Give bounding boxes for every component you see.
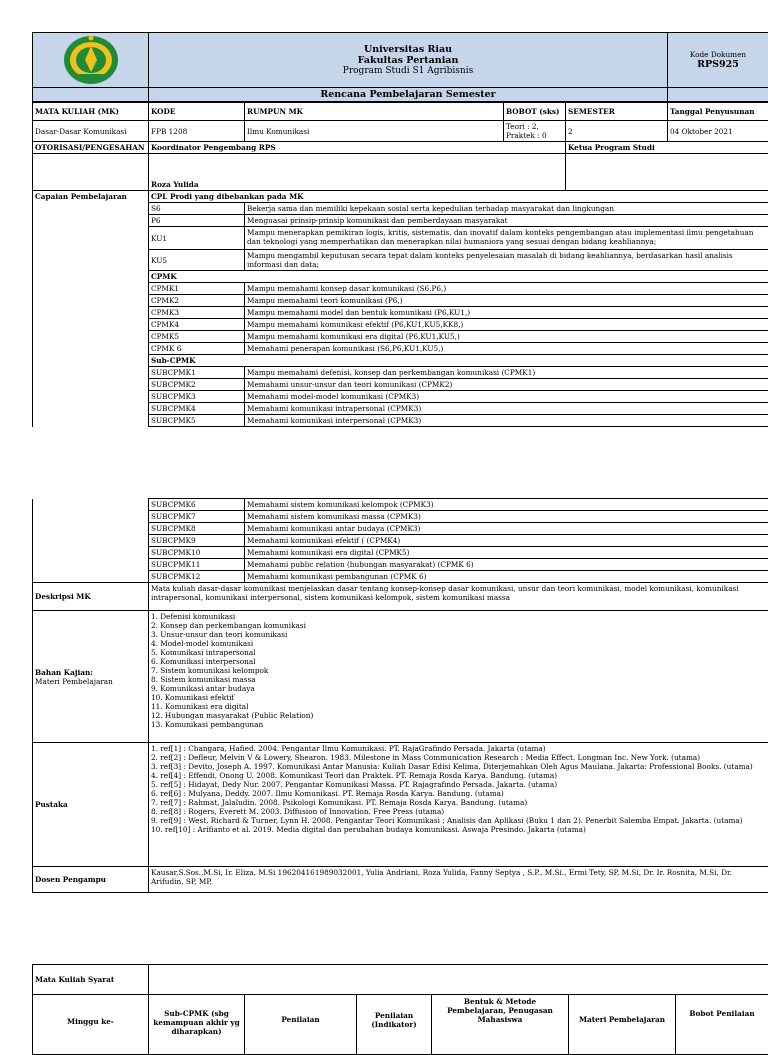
subcpmk-text: Memahami komunikasi efektif ( (CPMK4) (245, 535, 768, 547)
cpl-text: Mampu mengambil keputusan secara tepat dalam konteks penyelesaian masalah di bidang keahliannya, berdasarkan hasil analisis informasi dan data; (245, 250, 768, 271)
pustaka-item: 10. ref[10] : Arifianto et al. 2019. Media digital dan perubahan budaya komunikasi. Aswaja Presindo. Jakarta (utama) (151, 825, 766, 834)
page-3 (0, 964, 768, 1055)
institution-header (149, 33, 668, 88)
subcpmk-text: Memahami public relation (hubungan masyarakat) (CPMK 6) (245, 559, 768, 571)
bahan-item: 3. Unsur-unsur dan teori komunikasi (151, 630, 766, 639)
subcpmk-text: Memahami sistem komunikasi kelompok (CPMK3) (245, 499, 768, 511)
cpmk-code: CPMK5 (149, 331, 245, 343)
pustaka-item: 9. ref[9] : West, Richard & Turner, Lynn H. 2008. Pengantar Teori Komunikasi ; Analisis dan Aplikasi (Buku 1 dan 2). Penerbit Salemba Empat. Jakarta. (utama) (151, 816, 766, 825)
doc-code-label: Kode Dokumen (670, 50, 766, 59)
subcpmk-header: Sub-CPMK (149, 355, 768, 367)
coordinator-name: Roza Yulida (149, 154, 566, 191)
rps-continuation-table (32, 498, 768, 893)
bahan-label: Bahan Kajian: (35, 668, 146, 677)
course-rumpun: Ilmu Komunikasi (245, 121, 504, 142)
logo-cell (33, 33, 149, 88)
bahan-sublabel: Materi Pembelajaran (35, 677, 146, 686)
bahan-item: 6. Komunikasi interpersonal (151, 657, 766, 666)
bahan-item: 13. Komunikasi pembangunan (151, 720, 766, 729)
course-semester: 2 (566, 121, 668, 142)
subcpmk-code: SUBCPMK5 (149, 415, 245, 427)
cpl-code: S6 (149, 203, 245, 215)
bahan-item: 5. Komunikasi intrapersonal (151, 648, 766, 657)
semester-label: SEMESTER (566, 103, 668, 121)
subcpmk-code: SUBCPMK6 (149, 499, 245, 511)
cpmk-text: Mampu memahami model dan bentuk komunikasi (P6,KU1,) (245, 307, 768, 319)
pustaka-list (149, 743, 768, 867)
cpmk-code: CPMK3 (149, 307, 245, 319)
pustaka-label: Pustaka (33, 743, 149, 867)
pustaka-item: 2. ref[2] : Defleur, Melvin V & Lowery, Shearon. 1983. Milestone in Mass Communication Research : Media Effect. Longman Inc. New York. (utama) (151, 753, 766, 762)
col-indikator: Penilaian (Indikator) (357, 995, 432, 1055)
bahan-list (149, 611, 768, 743)
subcpmk-text: Memahami sistem komunikasi massa (CPMK3) (245, 511, 768, 523)
cpl-code: KU1 (149, 227, 245, 250)
dosen-label: Dosen Pengampu (33, 867, 149, 893)
head-label: Ketua Program Studi (566, 142, 768, 154)
bahan-item: 11. Komunikasi era digital (151, 702, 766, 711)
col-metode: Bentuk & Metode Pembelajaran, Penugasan Mahasiswa (432, 995, 569, 1055)
col-bobot: Bobot Penilaian (676, 995, 768, 1055)
cpl-text: Bekerja sama dan memiliki kepekaan sosial serta kepedulian terhadap masyarakat dan lingkungan (245, 203, 768, 215)
subcpmk-code: SUBCPMK12 (149, 571, 245, 583)
col-materi: Materi Pembelajaran (569, 995, 676, 1055)
subcpmk-text: Memahami komunikasi era digital (CPMK5) (245, 547, 768, 559)
pustaka-item: 8. ref[8] : Rogers, Everett M. 2003. Diffusion of Innovation. Free Press (utama) (151, 807, 766, 816)
cpmk-header: CPMK (149, 271, 768, 283)
cpmk-text: Mampu memahami komunikasi efektif (P6,KU1,KU5,KK8,) (245, 319, 768, 331)
subcpmk-code: SUBCPMK1 (149, 367, 245, 379)
subcpmk-text: Memahami komunikasi interpersonal (CPMK3) (245, 415, 768, 427)
pustaka-item: 5. ref[5] : Hidayat, Dedy Nur. 2007. Pengantar Komunikasi Massa. PT. Rajagrafindo Persada. Jakarta. (utama) (151, 780, 766, 789)
doc-code: RPS925 (670, 59, 766, 70)
faculty-name: Fakultas Pertanian (151, 55, 665, 66)
cpmk-text: Mampu memahami komunikasi era digital (P6,KU1,KU5,) (245, 331, 768, 343)
subcpmk-text: Memahami komunikasi intrapersonal (CPMK3) (245, 403, 768, 415)
pustaka-item: 1. ref[1] : Changara, Hafied. 2004. Pengantar Ilmu Komunikasi. PT. RajaGrafindo Persada. Jakarta (utama) (151, 744, 766, 753)
bahan-item: 12. Hubungan masyarakat (Public Relation) (151, 711, 766, 720)
tanggal-label: Tanggal Penyusunan (668, 103, 768, 121)
subcpmk-text: Memahami komunikasi pembangunan (CPMK 6) (245, 571, 768, 583)
bobot-label: BOBOT (sks) (504, 103, 566, 121)
bahan-item: 9. Komunikasi antar budaya (151, 684, 766, 693)
course-date: 04 Oktober 2021 (668, 121, 768, 142)
col-minggu: Minggu ke- (33, 995, 149, 1055)
subcpmk-code: SUBCPMK7 (149, 511, 245, 523)
course-name: Dasar-Dasar Komunikasi (33, 121, 149, 142)
subcpmk-code: SUBCPMK11 (149, 559, 245, 571)
teori-value: Teori : 2, (506, 122, 563, 131)
cpmk-code: CPMK2 (149, 295, 245, 307)
subcpmk-code: SUBCPMK3 (149, 391, 245, 403)
bahan-item: 4. Model-model komunikasi (151, 639, 766, 648)
cpmk-text: Memahami penerapan komunikasi (S6,P6,KU1,KU5,) (245, 343, 768, 355)
course-code: FPB 1208 (149, 121, 245, 142)
deskripsi-label: Deskripsi MK (33, 583, 149, 611)
subcpmk-text: Mampu memahami defenisi, konsep dan perkembangan komunikasi (CPMK1) (245, 367, 768, 379)
cpl-code: KU5 (149, 250, 245, 271)
capaian-label: Capaian Pembelajaran (33, 191, 149, 427)
subcpmk-text: Memahami model-model komunikasi (CPMK3) (245, 391, 768, 403)
university-logo (61, 34, 121, 86)
bahan-item: 10. Komunikasi efektif (151, 693, 766, 702)
rps-header-table (32, 32, 768, 102)
subcpmk-text: Memahami unsur-unsur dan teori komunikasi (CPMK2) (245, 379, 768, 391)
rumpun-label: RUMPUN MK (245, 103, 504, 121)
cpl-text: Mampu menerapkan pemikiran logis, kritis, sistematis, dan inovatif dalam konteks pengembangan atau implementasi ilmu pengetahuan dan teknologi yang memperhatikan dan menerapkan nilai humaniora yang sesuai dengan bidang keahliannya; (245, 227, 768, 250)
cpl-text: Menguasai prinsip-prinsip komunikasi dan pemberdayaan masyarakat (245, 215, 768, 227)
cpmk-text: Mampu memahami teori komunikasi (P6,) (245, 295, 768, 307)
course-bobot (504, 121, 566, 142)
authorization-label: OTORISASI/PENGESAHAN (33, 142, 149, 154)
bahan-item: 7. Sistem komunikasi kelompok (151, 666, 766, 675)
col-subcpmk: Sub-CPMK (sbg kemampuan akhir yg diharapkan) (149, 995, 245, 1055)
page-1 (0, 32, 768, 427)
document-title: Rencana Pembelajaran Semester (149, 88, 668, 102)
rps-main-table (32, 102, 768, 427)
col-penilaian: Penilaian (245, 995, 357, 1055)
bahan-item: 1. Defenisi komunikasi (151, 612, 766, 621)
doc-code-cell (668, 33, 768, 88)
coordinator-label: Koordinator Pengembang RPS (149, 142, 566, 154)
deskripsi-text: Mata kuliah dasar-dasar komunikasi menjelaskan dasar tentang konsep-konsep dasar komunikasi, unsur dan teori komunikasi, model komunikasi, komunikasi intrapersonal, komunikasi interpersonal, sistem komunikasi kelompok, sistem komunikasi massa (149, 583, 768, 611)
cpmk-text: Mampu memahami konsep dasar komunikasi (S6,P6,) (245, 283, 768, 295)
subcpmk-code: SUBCPMK2 (149, 379, 245, 391)
mk-label: MATA KULIAH (MK) (33, 103, 149, 121)
praktek-value: Praktek : 0 (506, 131, 563, 140)
syarat-label: Mata Kuliah Syarat (33, 965, 149, 995)
rps-schedule-table (32, 964, 768, 1055)
program-name: Program Studi S1 Agribisnis (151, 66, 665, 77)
cpmk-code: CPMK 6 (149, 343, 245, 355)
pustaka-item: 7. ref[7] : Rahmat, Jalaludin. 2008. Psikologi Komunikasi. PT. Remaja Rosda Karya. Bandung. (utama) (151, 798, 766, 807)
kode-label: KODE (149, 103, 245, 121)
dosen-text: Kausar,S.Sos.,M.Si, Ir. Eliza, M.Si 196204161989032001, Yulia Andriani, Roza Yulida, Fanny Septya , S.P., M.Si., Ermi Tety, SP, M.Si, Dr. Ir. Rosnita, M.Si, Dr. Arifudin, SP, MP, (149, 867, 768, 893)
pustaka-item: 6. ref[6] : Mulyana, Deddy. 2007. Ilmu Komunikasi. PT. Remaja Rosda Karya. Bandung. (utama) (151, 789, 766, 798)
bahan-label-cell (33, 611, 149, 743)
subcpmk-code: SUBCPMK4 (149, 403, 245, 415)
subcpmk-code: SUBCPMK9 (149, 535, 245, 547)
cpmk-code: CPMK1 (149, 283, 245, 295)
pustaka-item: 4. ref[4] : Effendi, Onong U. 2008. Komunikasi Teori dan Praktek. PT. Remaja Rosda Karya. Bandung. (utama) (151, 771, 766, 780)
cpmk-code: CPMK4 (149, 319, 245, 331)
page-2 (0, 498, 768, 893)
subcpmk-code: SUBCPMK10 (149, 547, 245, 559)
subcpmk-code: SUBCPMK8 (149, 523, 245, 535)
cpl-header: CPL Prodi yang dibebankan pada MK (149, 191, 768, 203)
subcpmk-text: Memahami komunikasi antar budaya (CPMK3) (245, 523, 768, 535)
cpl-code: P6 (149, 215, 245, 227)
university-name: Universitas Riau (151, 44, 665, 55)
pustaka-item: 3. ref[3] : Devito, Joseph A. 1997. Komunikasi Antar Manusia: Kuliah Dasar Edisi Kelima, Diterjemahkan Oleh Agus Maulana. Jakarta: Professional Books. (utama) (151, 762, 766, 771)
bahan-item: 8. Sistem komunikasi massa (151, 675, 766, 684)
bahan-item: 2. Konsep dan perkembangan komunikasi (151, 621, 766, 630)
